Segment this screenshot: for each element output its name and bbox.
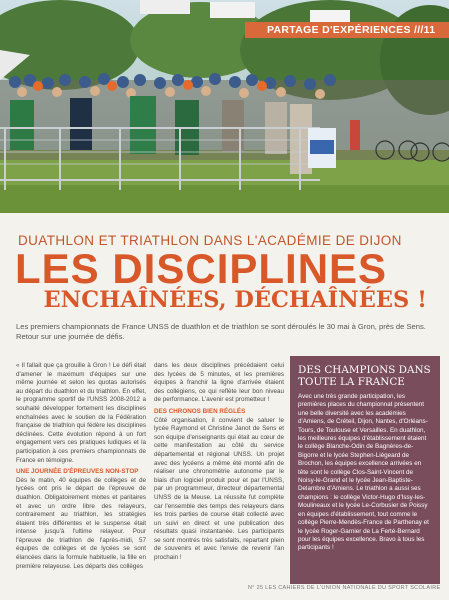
column-1-heading: UNE JOURNÉE D'ÉPREUVES NON-STOP (16, 468, 139, 476)
article-subtitle: ENCHAÎNÉES, DÉCHAÎNÉES ! (43, 287, 427, 313)
champions-sidebar-box (290, 356, 440, 584)
column-1-paragraph-2: Dès le matin, 40 équipes de collèges et de lycées ont pris le départ de l'épreuve de duathlon. Obligatoirement mixtes et paritaires et avec un ordre libre des relayeurs, contrairement au triathlon, les stratégies étaient très différentes et le suspense était intense jusqu'à l'ultime relayeur. Pour l'épreuve de triathlon de l'après-midi, 57 équipes de collèges et de lycées se sont élancées dans la formule habituelle, la fille en première relayeuse. Les départs des collèges (16, 476, 146, 570)
sidebar-box-title: DES CHAMPIONS DANS TOUTE LA FRANCE (298, 364, 431, 388)
article-column-2 (154, 362, 284, 565)
column-1-paragraph-1: « Il fallait que ça grouille à Gron ! Le défi était d'amener le maximum d'équipes sur une même journée et selon les quotas autorisés au départ du duathlon et du triathlon. En effet, le programme sportif de l'UNSS 2008-2012 a souhaité développer fortement les disciplines enchaînées avec le soutien de la Fédération française de triathlon qui fédère les disciplines déclinées. Cette évolution répond à un fort engagement vers ces pratiques ludiques et la participation à ces premiers championnats de France en témoigne. (16, 362, 146, 464)
article-column-1 (16, 362, 146, 573)
section-banner: PARTAGE D'EXPÉRIENCES ///11 (245, 22, 449, 38)
column-2-heading: DES CHRONOS BIEN RÉGLÉS (154, 407, 246, 415)
page-footer: N° 25 LES CAHIERS DE L'UNION NATIONALE DU SPORT SCOLAIRE (248, 585, 441, 591)
article-title: LES DISCIPLINES (15, 245, 388, 292)
column-2-paragraph-2: Côté organisation, il convient de saluer le lycée Raymond et Christine Janot de Sens et son équipe d'enseignants qui était au cœur de cette manifestation au côté du service départemental et régional UNSS. Un projet avec des lycéens a même été monté afin de réaliser une chronométrie autonome par le biais d'un logiciel produit pour et par l'UNSS, par un programmeur, directeur départemental UNSS de la Meuse. La réussite fut complète car l'ensemble des temps des relayeurs dans les trois parties de course était collecté avec un suivi en direct et une publication des résultats quasi instantanée. Les participants se sont montrés très satisfaits, repartant plein de souvenirs et avec l'envie de revenir l'an prochain ! (154, 416, 284, 562)
column-2-paragraph-1: dans les deux disciplines précédaient celui des lycées de 5 minutes, et les premières équipes à franchir la ligne d'arrivée étaient des collégiens, ce qui reflète leur bon niveau de performance. L'avenir est prometteur ! (154, 362, 284, 404)
sidebar-box-body: Avec une très grande participation, les premières places du championnat présentent une belle diversité avec les académies d'Amiens, de Créteil, Dijon, Nantes, d'Orléans-Tours, de Toulouse et Versailles. En duathlon, les meilleures équipes d'établissement étaient le collège Blanche-Odin de Bagnères-de-Bigorre et le lycée Stephen-Liégeard de Brochon, les équipes excellence arrivées en tête sont le collège Clos-Saint-Vincent de Noisy-le-Grand et le lycée Jean-Baptiste-Delambre d'Amiens. Le triathlon a aussi ses champions : le collège Victor-Hugo d'Issy-les-Moulineaux et le lycée Le-Corbusier de Poissy en équipes d'établissement, tout comme le collège Pierre-Mendès-France de Parthenay et le lycée Roger-Garnier de La Ferté-Bernard pour les équipes excellence. Bravo à tous les participants ! (298, 393, 429, 552)
article-kicker: DUATHLON ET TRIATHLON DANS L'ACADÉMIE DE DIJON (18, 233, 402, 248)
article-lead: Les premiers championnats de France UNSS de duathlon et de triathlon se sont déroulés le 30 mai à Gron, près de Sens. Retour sur une journée de défis. (16, 322, 426, 341)
